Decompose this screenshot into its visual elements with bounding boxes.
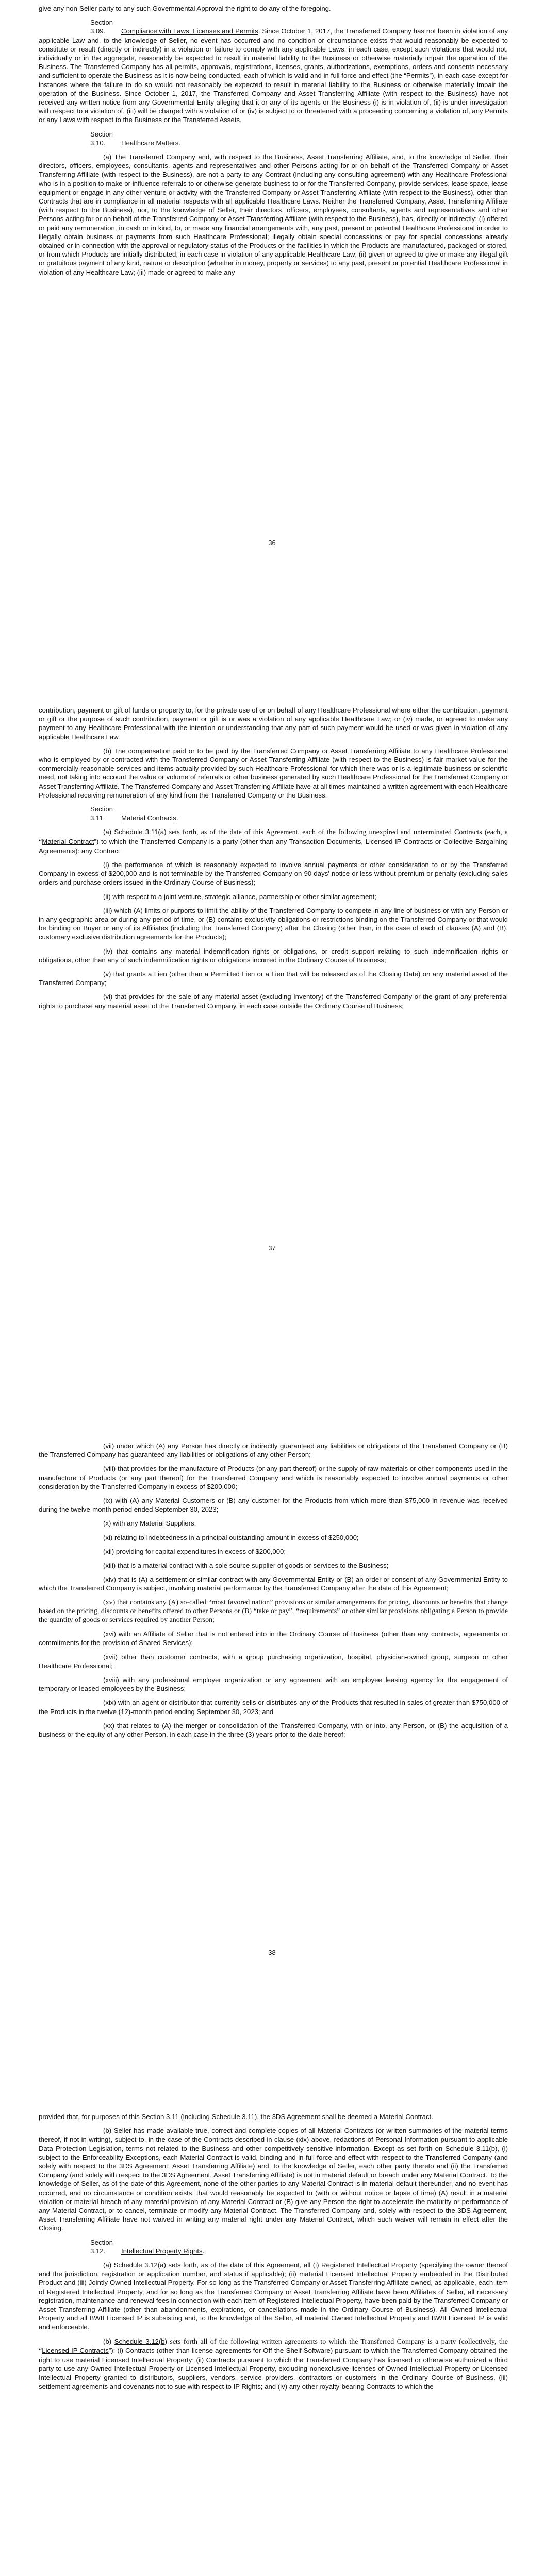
section-3-09 xyxy=(39,18,508,124)
list-item: (iv) that contains any material indemnification rights or obligations, or credit support relating to such indemnification rights or obligations, other than any of such indemnification rights or obligations incurred in the Ordinary Course of Business; xyxy=(39,947,508,964)
section-title: Material Contracts xyxy=(121,814,177,822)
page-36-text xyxy=(39,4,508,282)
page-36 xyxy=(0,0,544,703)
list-item: (v) that grants a Lien (other than a Permitted Lien or a Lien that will be released as of the Closing Date) on any material asset of the Transferred Company; xyxy=(39,970,508,987)
list-item: (xii) providing for capital expenditures in excess of $200,000; xyxy=(103,1547,286,1555)
section-3-11-a xyxy=(39,827,508,855)
clause-text: sets forth, as of the date of this Agreement, each of the following unexpired and unterminated Contracts (each, a “ xyxy=(39,828,508,846)
page-39 xyxy=(0,2110,544,2576)
section-number: Section 3.09. xyxy=(90,19,113,36)
page-number: 36 xyxy=(268,539,276,547)
list-item: (xv) that contains any (A) so-called “most favored nation” provisions or similar arrangements for pricing, discounts or benefits that change based on the pricing, discounts or benefits offered to other Persons or (B) “take or pay”, “requirements” or other similar provisions obligating a Person to provide the quantity of goods or services required by another Person; xyxy=(39,1598,508,1624)
intro-paragraph: give any non-Seller party to any such Governmental Approval the right to do any of the foregoing. xyxy=(39,5,331,12)
section-number: Section 3.10. xyxy=(90,130,113,147)
section-body: . Since October 1, 2017, the Transferred Company has not been in violation of any applicable Law and, to the knowledge of Seller, no event has occurred and no condition or circumstance exists that would reasonably be expected to constitute or result (directly or indirectly) in a violation or failure to comply with any applicable Laws, in each case, except such violations that would not, individually or in the aggregate, reasonably be expected to result in material liability to the Business or otherwise materially impair the operation of the Business. The Transferred Company has all permits, approvals, registrations, licenses, grants, authorizations, exemptions, orders and consents necessary and sufficient to operate the Business as it is now being conducted, each of which is valid and in full force and effect (the “Permits”), in each case except for instances where the failure to do so would not reasonably be expected to result in material liability to the Business or otherwise materially impair the operation of the Business. Since October 1, 2017, the Transferred Company and Asset Transferring Affiliate (with respect to the Business) have not received any written notice from any Governmental Entity alleging that it or any of its agents or the Business (i) is in violation of, (ii) is under investigation with respect to a violation of, (iii) will be charged with a violation of or (iv) is subject to or threatened with a proceeding concerning a violation of, any Permits or any Laws with respect to the Business or the Transferred Assets. xyxy=(39,27,508,124)
list-item: (xvii) other than customer contracts, with a group purchasing organization, hospital, physician-owned group, surgeon or other Healthcare Professional; xyxy=(39,1653,508,1670)
proviso-text: that, for purposes of this xyxy=(64,2113,142,2121)
list-item: (x) with any Material Suppliers; xyxy=(103,1519,196,1528)
section-number: Section 3.12. xyxy=(90,2238,113,2255)
list-item: (ix) with (A) any Material Customers or (B) any customer for the Products from which more than $75,000 in revenue was received during the twelve-month period ended September 30, 2023; xyxy=(39,1497,508,1514)
section-3-12-heading: Section 3.12. Intellectual Property Rights. xyxy=(90,2238,205,2255)
page-39-text xyxy=(39,2112,508,2396)
clause-text: sets forth, as of the date of this Agreement, all (i) Registered Intellectual Property (specifying the owner thereof and the jurisdiction, registration or application number, and status if applicable); (ii) material Licensed Intellectual Property embedded in the Distributed Product and (iii) Jointly Owned Intellectual Property. For so long as the Transferred Company or Asset Transferring Affiliate owned, as applicable, each item of Registered Intellectual Property, and for so long as the Transferred Company or Asset Transferring Affiliate have been Affiliates of Seller, all necessary registration, maintenance and renewal fees in connection with each item of Registered Intellectual Property, have been paid by the Transferred Company or Asset Transferring Affiliate (other than abandonments, expirations, or cancellations made in the Ordinary Course of Business). All Owned Intellectual Property and all BWII Licensed IP is subsisting and, to the knowledge of the Seller, all material Owned Intellectual Property and BWII Licensed IP is valid and enforceable. xyxy=(39,2261,508,2331)
page-number: 37 xyxy=(268,1244,276,1252)
schedule-reference: Schedule 3.12(b) xyxy=(114,2337,167,2345)
section-3-11-heading: Section 3.11. Material Contracts. xyxy=(90,805,178,822)
page-37 xyxy=(0,703,544,1406)
page-number: 38 xyxy=(268,1948,276,1956)
schedule-reference: Schedule 3.11(a) xyxy=(114,828,167,836)
list-item: (xx) that relates to (A) the merger or consolidation of the Transferred Company, with or into, any Person, or (B) the acquisition of a business or the equity of any other Person, in each case in the three (3) years prior to the date hereof; xyxy=(39,1721,508,1739)
list-item: (xiii) that is a material contract with a sole source supplier of goods or services to the Business; xyxy=(103,1562,389,1570)
section-3-10-heading: Section 3.10. Healthcare Matters. xyxy=(90,130,181,147)
schedule-reference: Schedule 3.12(a) xyxy=(113,2261,166,2269)
proviso-text: (including xyxy=(178,2113,212,2121)
proviso-text: ), the 3DS Agreement shall be deemed a Material Contract. xyxy=(254,2113,433,2121)
page-38-text xyxy=(39,1442,508,1744)
list-item: (vi) that provides for the sale of any material asset (excluding Inventory) of the Transferred Company or the grant of any preferential rights to purchase any material asset of the Transferred Company, in each case outside the Ordinary Course of Business; xyxy=(39,993,508,1010)
clause-label: (b) xyxy=(103,2337,114,2345)
section-title: Healthcare Matters xyxy=(121,139,179,147)
section-title: Intellectual Property Rights xyxy=(121,2247,203,2255)
page-38 xyxy=(0,1406,544,2110)
section-3-10-a: (a) The Transferred Company and, with respect to the Business, Asset Transferring Affiliate, and, to the knowledge of Seller, their directors, officers, employees, consultants, agents and representatives and other Persons acting for or on behalf of the Transferred Company or Asset Transferring Affiliate (with respect to the Business), are not a party to any Contract (including any consulting agreement) with any Healthcare Professional who is in a position to make or influence referrals to or otherwise generate business to or for the Transferred Company, provide services, lease space, lease equipment or engage in any other venture or activity with the Transferred Company or Asset Transferring Affiliate (with respect to the Business), other than Contracts that are in compliance in all material respects with all applicable Healthcare Laws. Neither the Transferred Company, Asset Transferring Affiliate (with respect to the Business), nor, to the knowledge of Seller, their directors, officers, employees, consultants, agents and representatives and other Persons acting for or on behalf of the Transferred Company or Asset Transferring Affiliate (with respect to the Business), has, directly or indirectly: (i) offered or paid any remuneration, in cash or in kind, to, or made any financial arrangements with, any past, present or potential Healthcare Professional in order to illegally obtain business or payments from such Healthcare Professional; illegally obtain special concessions or pay for special concessions already obtained or in connection with the approval or regulatory status of the Products or the facilities in which the Products are manufactured, packaged or stored, or from which Products are initially distributed, in each case in violation of any applicable Healthcare Law; (ii) given or agreed to give or make any illegal gift or gratuitous payment of any kind, nature or description (whether in money, property or services) to any past, present or potential Healthcare Professional in violation of any Healthcare Law; (iii) made or agreed to make any xyxy=(39,153,508,276)
list-item: (vii) under which (A) any Person has directly or indirectly guaranteed any liabilities or obligations of the Transferred Company or (B) the Transferred Company has guaranteed any liabilities or obligations of any other Person; xyxy=(39,1442,508,1459)
page-37-text xyxy=(39,706,508,1015)
section-3-11-b: (b) Seller has made available true, correct and complete copies of all Material Contracts (or written summaries of the material terms thereof, if not in writing), subject to, in the case of the Contracts described in clause (xix) above, redactions of Personal Information pursuant to applicable Data Protection Legislation, terms not related to the Business and other competitively sensitive information. Except as set forth on Schedule 3.11(b), (i) subject to the Enforceability Exceptions, each Material Contract is valid, binding and in full force and effect with respect to the Transferred Company (and solely with respect to the 3DS Agreement, Asset Transferring Affiliate) and, to the knowledge of Seller, each other party thereto and (ii) the Transferred Company (and solely with respect to the 3DS Agreement, Asset Transferring Affiliate) is not in material default or breach under any Material Contract. To the knowledge of Seller, as of the date of this Agreement, none of the other parties to any Material Contract is in material default thereunder, and no event has occurred, and no circumstance or condition exists, that would reasonably be expected to (with or without notice or lapse of time) (A) result in a material violation or material breach of any material provision of any Material Contract or (B) give any Person the right to accelerate the maturity or performance of any Material Contract, or to cancel, terminate or modify any Material Contract. The Transferred Company and, solely with respect to the 3DS Agreement, Asset Transferring Affiliate have not waived in writing any material right under any Material Contract, which such waiver will remain in effect after the Closing. xyxy=(39,2127,508,2232)
clause-text: ”): (i) Contracts (other than license agreements for Off-the-Shelf Software) pursuant to which the Transferred Company obtained the right to use material Licensed Intellectual Property; (ii) Contracts pursuant to which the Transferred Company has licensed or otherwise authorized a third party to use any Owned Intellectual Property or Licensed Intellectual Property, excluding nonexclusive licenses of Owned Intellectual Property or Licensed Intellectual Property granted to distributors, suppliers, vendors, service providers, contractors or customers in the Ordinary Course of Business, (iii) settlement agreements and covenants not to sue with respect to IP Rights; and (iv) any other royalty-bearing Contracts to which the xyxy=(39,2346,508,2391)
defined-term: Licensed IP Contracts xyxy=(42,2346,109,2354)
section-3-12-b xyxy=(39,2337,508,2391)
list-item: (xi) relating to Indebtedness in a principal outstanding amount in excess of $250,000; xyxy=(103,1533,359,1541)
list-item: (xix) with an agent or distributor that currently sells or distributes any of the Products that resulted in sales of greater than $750,000 of the Products in the twelve (12)-month period ending September 30, 2023; and xyxy=(39,1699,508,1716)
schedule-reference: Schedule 3.11 xyxy=(211,2113,255,2121)
section-reference: Section 3.11 xyxy=(141,2113,179,2121)
list-item: (xiv) that is (A) a settlement or similar contract with any Governmental Entity or (B) an order or consent of any Governmental Entity to which the Transferred Company is subject, involving material performance by the Transferred Company after the date of this Agreement; xyxy=(39,1575,508,1592)
continuation-paragraph: contribution, payment or gift of funds or property to, for the private use of or on behalf of any Healthcare Professional where either the contribution, payment or gift or the purpose of such contribution, payment or gift is or was a violation of any applicable Healthcare Law; or (iv) made, or agreed to make any payment to any Healthcare Professional with the intention or understanding that any part of such payment would be used or was given in violation of any applicable Healthcare Law. xyxy=(39,706,508,741)
clause-label: (a) xyxy=(103,828,114,836)
list-item: (iii) which (A) limits or purports to limit the ability of the Transferred Company to compete in any line of business or with any Person or in any geographic area or during any period of time, or (B) contains exclusivity obligations or restrictions binding on the Transferred Company or that would be binding on Buyer or any of its Affiliates (including the Transferred Company) after the Closing (other than, in the case of each of clauses (A) and (B), customary exclusive distribution agreements for the Products); xyxy=(39,906,508,941)
section-number: Section 3.11. xyxy=(90,805,113,822)
defined-term: Material Contract xyxy=(42,837,94,845)
list-item: (ii) with respect to a joint venture, strategic alliance, partnership or other similar agreement; xyxy=(103,892,376,901)
section-title: Compliance with Laws; Licenses and Permits xyxy=(121,27,258,36)
clause-label: (a) xyxy=(103,2261,114,2269)
proviso-term: provided xyxy=(39,2113,65,2121)
clause-text: sets forth all of the following written agreements to which the Transferred Company is a party (collectively, the “ xyxy=(39,2337,508,2355)
list-item: (xviii) with any professional employer organization or any agreement with an employee leasing agency for the engagement of temporary or leased employees by the Business; xyxy=(39,1676,508,1693)
list-item: (viii) that provides for the manufacture of Products (or any part thereof) or the supply of raw materials or other components used in the manufacture of Products (or any part thereof) for the Transferred Company and which is reasonably expected to involve annual payments or other consideration by the Transferred Company in excess of $200,000; xyxy=(39,1465,508,1490)
list-item: (xvi) with an Affiliate of Seller that is not entered into in the Ordinary Course of Business (other than any contracts, agreements or commitments for the provision of Shared Services); xyxy=(39,1630,508,1647)
clause-text: ”) to which the Transferred Company is a party (other than any Transaction Documents, Licensed IP Contracts or Collective Bargaining Agreements): any Contract xyxy=(39,837,508,855)
section-3-10-b: (b) The compensation paid or to be paid by the Transferred Company or Asset Transferring Affiliate to any Healthcare Professional who is employed by or contracted with the Transferred Company or Asset Transferring Affiliate (with respect to the Business) is fair market value for the commercially reasonable services and items actually provided by such Healthcare Professional for which there was or is a legitimate business or scientific need, not taking into account the value or volume of referrals or other business generated by such Healthcare Professional for the Transferred Company or Asset Transferring Affiliate. The Transferred Company and Asset Transferring Affiliate have at all times maintained a written agreement with each Healthcare Professional receiving remuneration of any kind from the Transferred Company or the Business. xyxy=(39,747,508,799)
list-item: (i) the performance of which is reasonably expected to involve annual payments or other consideration to or by the Transferred Company in excess of $200,000 and is not terminable by the Transferred Company on 90 days’ notice or less without premium or penalty (excluding sales orders and purchase orders issued in the Ordinary Course of Business); xyxy=(39,861,508,887)
section-3-12-a xyxy=(39,2261,508,2332)
proviso-paragraph xyxy=(39,2112,508,2121)
